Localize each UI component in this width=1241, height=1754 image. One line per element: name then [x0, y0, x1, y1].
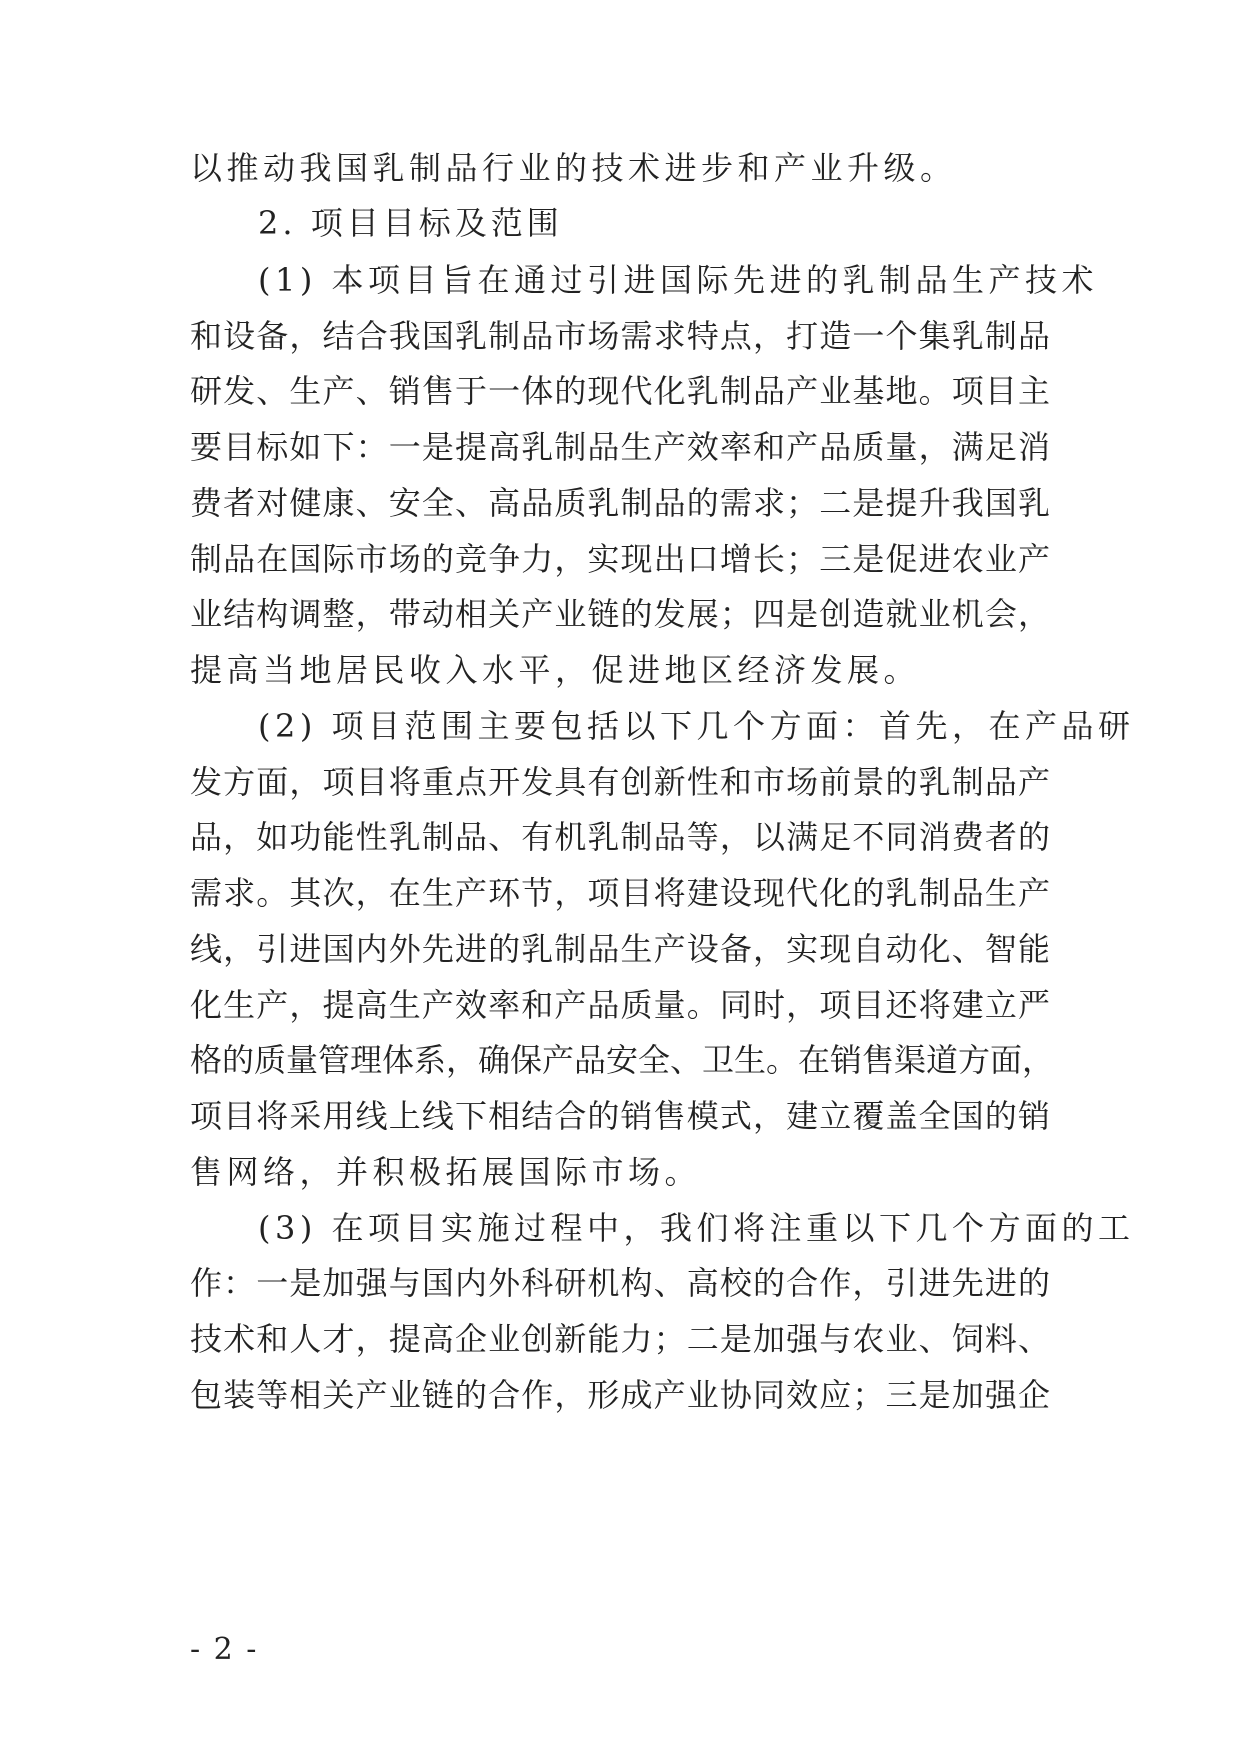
paragraph-3-line: (3) 在项目实施过程中，我们将注重以下几个方面的工 — [258, 1209, 1135, 1247]
paragraph-1-line: 研发、生产、销售于一体的现代化乳制品产业基地。项目主 — [190, 372, 1050, 410]
paragraph-2-line: 品，如功能性乳制品、有机乳制品等，以满足不同消费者的 — [190, 818, 1050, 856]
paragraph-3-line: 包装等相关产业链的合作，形成产业协同效应；三是加强企 — [190, 1376, 1050, 1414]
paragraph-2-line: 需求。其次，在生产环节，项目将建设现代化的乳制品生产 — [190, 874, 1050, 912]
paragraph-2-line: 化生产，提高生产效率和产品质量。同时，项目还将建立严 — [190, 986, 1050, 1024]
paragraph-3-line: 技术和人才，提高企业创新能力；二是加强与农业、饲料、 — [190, 1320, 1050, 1358]
paragraph-2-line: 线，引进国内外先进的乳制品生产设备，实现自动化、智能 — [190, 930, 1050, 968]
page-number: - 2 - — [190, 1632, 259, 1667]
paragraph-2-line: 发方面，项目将重点开发具有创新性和市场前景的乳制品产 — [190, 763, 1050, 801]
paragraph-2-line: 项目将采用线上线下相结合的销售模式，建立覆盖全国的销 — [190, 1097, 1050, 1135]
paragraph-2-line: 售网络，并积极拓展国际市场。 — [190, 1153, 702, 1191]
paragraph-1-line: 提高当地居民收入水平，促进地区经济发展。 — [190, 651, 921, 689]
paragraph-1-line: 业结构调整，带动相关产业链的发展；四是创造就业机会， — [190, 595, 1050, 633]
paragraph-1-line: (1) 本项目旨在通过引进国际先进的乳制品生产技术 — [258, 261, 1099, 299]
paragraph-2-line: 格的质量管理体系，确保产品安全、卫生。在销售渠道方面， — [190, 1041, 1055, 1079]
section-heading: 2. 项目目标及范围 — [258, 204, 563, 242]
paragraph-2-line: (2) 项目范围主要包括以下几个方面：首先，在产品研 — [258, 707, 1135, 745]
paragraph-1-line: 和设备，结合我国乳制品市场需求特点，打造一个集乳制品 — [190, 317, 1050, 355]
paragraph-3-line: 作：一是加强与国内外科研机构、高校的合作，引进先进的 — [190, 1264, 1050, 1302]
paragraph-1-line: 费者对健康、安全、高品质乳制品的需求；二是提升我国乳 — [190, 484, 1050, 522]
paragraph-1-line: 制品在国际市场的竞争力，实现出口增长；三是促进农业产 — [190, 540, 1050, 578]
paragraph-1-line: 要目标如下：一是提高乳制品生产效率和产品质量，满足消 — [190, 428, 1050, 466]
body-text-line: 以推动我国乳制品行业的技术进步和产业升级。 — [190, 149, 957, 187]
